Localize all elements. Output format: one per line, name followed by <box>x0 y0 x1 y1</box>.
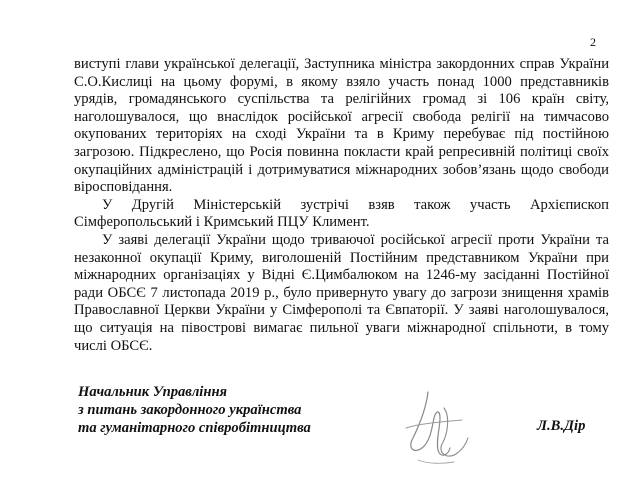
signer-title-line: з питань закордонного українства <box>78 402 302 418</box>
handwritten-signature <box>388 388 478 468</box>
signer-name: Л.В.Дір <box>537 418 586 434</box>
document-body <box>74 56 609 355</box>
signature-block <box>78 383 311 437</box>
paragraph: У Другій Міністерській зустрічі взяв також участь Архієпископ Сімферопольський і Кримський ПЦУ Климент. <box>74 196 609 231</box>
paragraph: виступі глави української делегації, Заступника міністра закордонних справ України С.О.Кислиці на цьому форумі, в якому взяло участь понад 1000 представників урядів, громадянського суспільства та релігійних громад зі 106 країн світу, наголошувалося, що внаслідок російської агресії свобода релігії на тимчасово окупованих територіях на сході України та в Криму перебуває під постійною загрозою. Підкреслено, що Росія повинна покласти край репресивній політиці своїх окупаційних адміністрацій і дотримуватися міжнародних зобов’язань щодо свободи віросповідання. <box>74 56 609 196</box>
paragraph: У заяві делегації України щодо триваючої російської агресії проти України та незаконної окупації Криму, виголошеній Постійним представником України при міжнародних організаціях у Відні Є.Цимбалюком на 1246-му засіданні Постійної ради ОБСЄ 7 листопада 2019 р., було привернуто увагу до загрози знищення храмів Православної Церкви України у Сімферополі та Євпаторії. У заяві наголошувалося, що ситуація на півострові вимагає пильної уваги міжнародної спільноти, в тому числі ОБСЄ. <box>74 231 609 354</box>
signer-title-line: та гуманітарного співробітництва <box>78 420 311 436</box>
signer-title-line: Начальник Управління <box>78 384 228 400</box>
page-number: 2 <box>590 35 596 49</box>
